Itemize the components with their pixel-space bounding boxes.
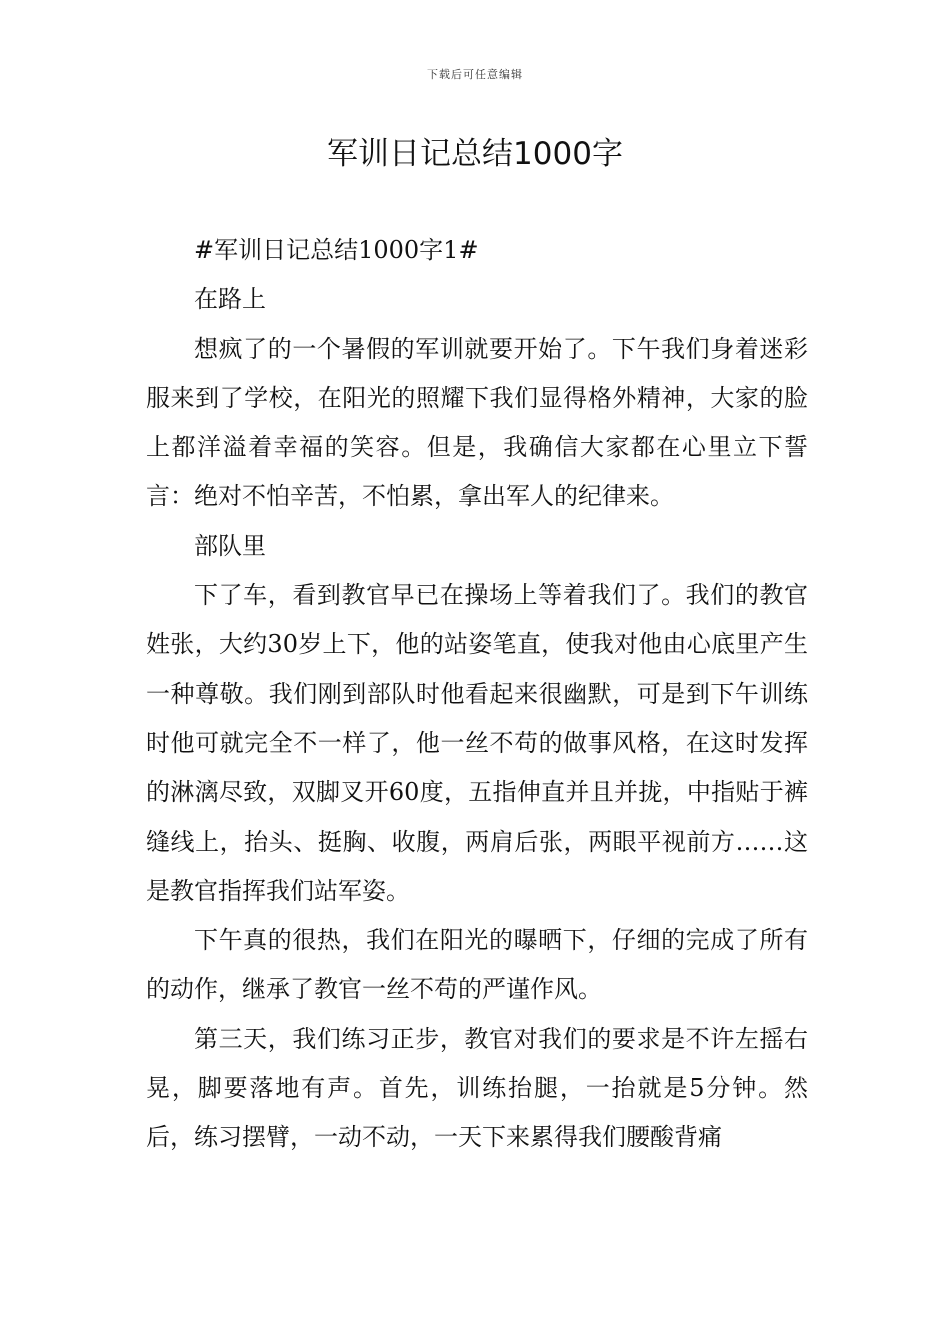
section-heading-in-the-army: 部队里: [194, 531, 266, 560]
document-title: 军训日记总结1000字: [327, 136, 623, 172]
document-body: [146, 226, 808, 1163]
header-note: 下载后可任意编辑: [427, 68, 523, 81]
body-paragraph: 下了车，看到教官早已在操场上等着我们了。我们的教官姓张，大约30岁上下，他的站姿笔直，使我对他由心底里产生一种尊敬。我们刚到部队时他看起来很幽默，可是到下午训练时他可就完全不一样了，他一丝不苟的做事风格，在这时发挥的淋漓尽致，双脚叉开60度，五指伸直并且并拢，中指贴于裤缝线上，抬头、挺胸、收腹，两肩后张，两眼平视前方……这是教官指挥我们站军姿。: [146, 581, 808, 905]
body-paragraph: 想疯了的一个暑假的军训就要开始了。下午我们身着迷彩服来到了学校，在阳光的照耀下我们显得格外精神，大家的脸上都洋溢着幸福的笑容。但是，我确信大家都在心里立下誓言：绝对不怕辛苦，不怕累，拿出军人的纪律来。: [146, 334, 808, 511]
section-heading-on-the-road: 在路上: [194, 285, 266, 314]
body-paragraph: 第三天，我们练习正步，教官对我们的要求是不许左摇右晃，脚要落地有声。首先，训练抬腿，一抬就是5分钟。然后，练习摆臂，一动不动，一天下来累得我们腰酸背痛: [146, 1024, 808, 1152]
subtitle-paragraph: #军训日记总结1000字1#: [194, 236, 479, 264]
body-paragraph: 下午真的很热，我们在阳光的曝晒下，仔细的完成了所有的动作，继承了教官一丝不苟的严谨作风。: [146, 926, 808, 1004]
